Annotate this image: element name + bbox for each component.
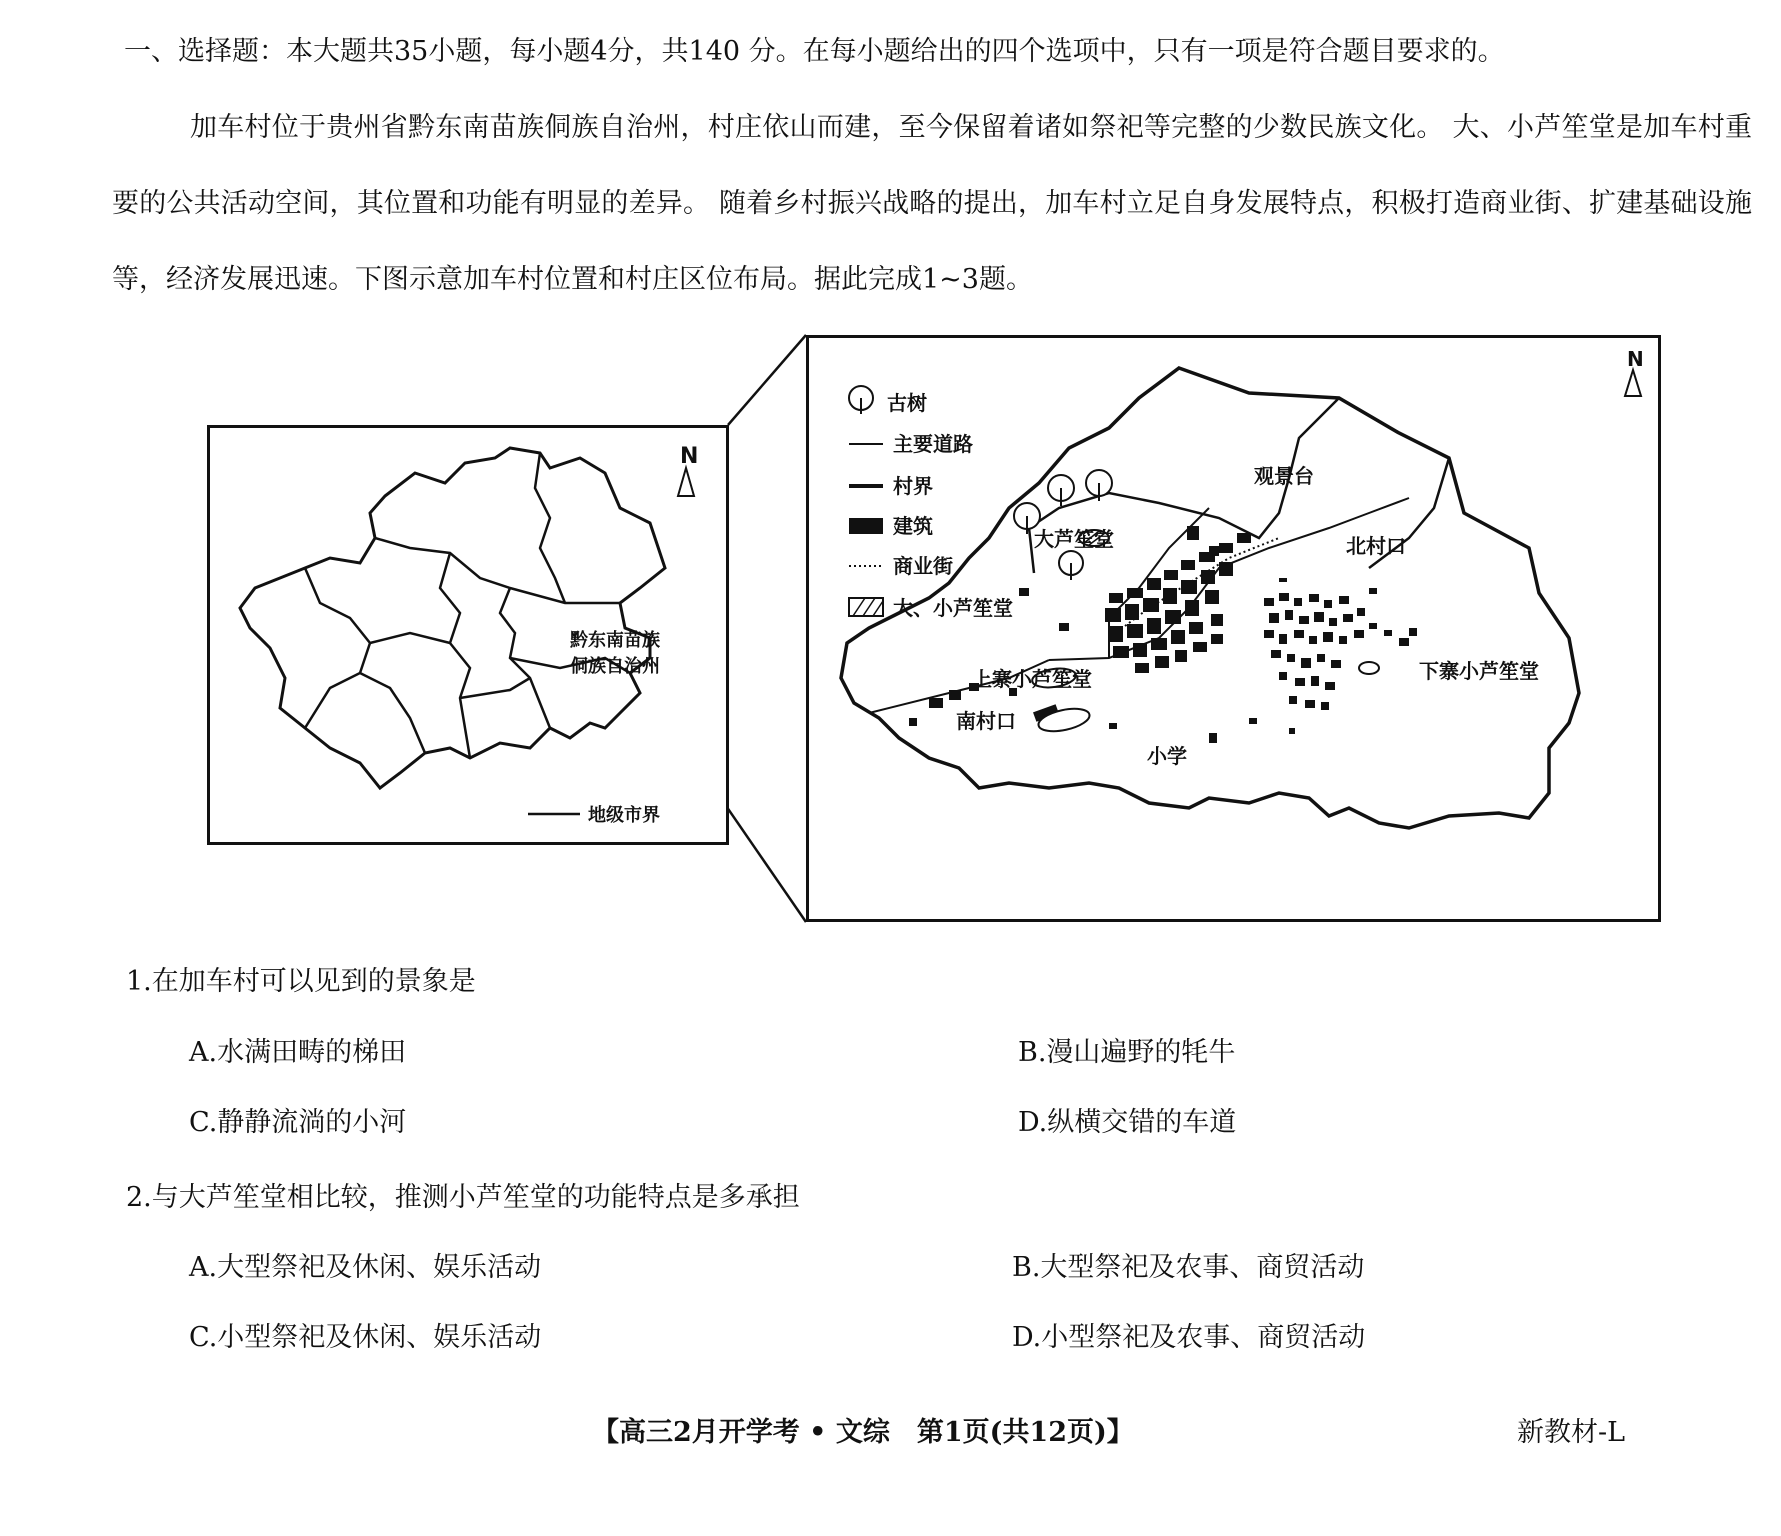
- question-2-option-c[interactable]: C.小型祭祀及休闲、娱乐活动: [189, 1322, 542, 1353]
- north-arrow-icon: [678, 468, 694, 496]
- legend-boundary-label: 村界: [893, 474, 933, 498]
- province-map-figure: [210, 428, 726, 842]
- prefecture-boundary: [440, 553, 470, 758]
- prefecture-boundary: [460, 678, 530, 698]
- village-map: [806, 335, 1661, 922]
- tree-icon-group: [1014, 470, 1112, 580]
- building-cluster-west: [1105, 533, 1251, 673]
- tree-icon: [849, 386, 873, 414]
- prefecture-boundary: [535, 453, 565, 603]
- lower-hall-marker: [1359, 662, 1379, 674]
- page-footer: 【高三2月开学考 • 文综 第1页(共12页)】: [592, 1417, 1134, 1448]
- north-letter: N: [680, 444, 699, 469]
- legend-building-label: 建筑: [893, 514, 933, 538]
- question-2-option-d[interactable]: D.小型祭祀及农事、商贸活动: [1012, 1322, 1366, 1353]
- boundary-legend-label: 地级市界: [588, 805, 660, 826]
- label-upper-hall: 上寨小芦笙堂: [972, 667, 1092, 691]
- question-1-stem: 1.在加车村可以见到的景象是: [126, 966, 476, 997]
- tree-icon: [1048, 475, 1074, 506]
- label-south-entrance: 南村口: [956, 709, 1016, 733]
- legend-halls-label: 大、小芦笙堂: [893, 596, 1013, 620]
- label-big-hall: 大芦笙堂: [1034, 527, 1114, 551]
- north-letter: N: [1627, 347, 1644, 371]
- prefecture-boundary: [500, 588, 550, 728]
- prefecture-boundary: [375, 538, 620, 603]
- question-1-option-b[interactable]: B.漫山遍野的牦牛: [1018, 1037, 1236, 1068]
- prefecture-boundary: [370, 633, 450, 643]
- prefecture-boundary: [305, 568, 370, 728]
- tree-icon: [1086, 470, 1112, 501]
- label-observation-deck: 观景台: [1254, 464, 1314, 488]
- question-1-option-a[interactable]: A.水满田畴的梯田: [189, 1037, 407, 1068]
- north-arrow-icon: [1625, 370, 1641, 396]
- label-school: 小学: [1147, 744, 1187, 768]
- village-map-figure: [809, 338, 1658, 919]
- question-2-option-a[interactable]: A.大型祭祀及休闲、娱乐活动: [189, 1252, 542, 1283]
- prefecture-boundary: [360, 673, 425, 753]
- label-lower-hall: 下寨小芦笙堂: [1419, 659, 1539, 683]
- legend-road-label: 主要道路: [893, 432, 973, 456]
- question-1-option-d[interactable]: D.纵横交错的车道: [1018, 1107, 1237, 1138]
- region-label-line1: 黔东南苗族: [570, 630, 660, 651]
- section-heading: 一、选择题：本大题共35小题，每小题4分，共140 分。在每小题给出的四个选项中，只有一项是符合题目要求的。: [124, 36, 1505, 67]
- intro-paragraph: 加车村位于贵州省黔东南苗族侗族自治州，村庄依山而建，至今保留着诸如祭祀等完整的少数民族文化。 大、小芦笙堂是加车村重要的公共活动空间，其位置和功能有明显的差异。 随着乡村振兴战略的提出，加车村立足自身发展特点，积极打造商业街、扩建基础设施等，经济发展迅速。下图示意加车村位置和村庄区位布局。据此完成1~3题。: [112, 112, 1752, 295]
- region-label-line2: 侗族自治州: [570, 656, 660, 677]
- question-2-stem: 2.与大芦笙堂相比较，推测小芦笙堂的功能特点是多承担: [126, 1182, 800, 1213]
- question-2-option-b[interactable]: B.大型祭祀及农事、商贸活动: [1012, 1252, 1365, 1283]
- legend-tree-label: 古树: [887, 391, 927, 415]
- tree-icon: [1059, 551, 1083, 580]
- province-outline: [240, 448, 665, 788]
- building-cluster-east: [1264, 578, 1417, 710]
- question-1-option-c[interactable]: C.静静流淌的小河: [189, 1107, 407, 1138]
- map-legend: [849, 386, 1013, 620]
- legend-street-label: 商业街: [893, 554, 953, 578]
- label-north-entrance: 北村口: [1346, 534, 1406, 558]
- legend-building-symbol: [849, 518, 883, 534]
- province-map: [207, 425, 729, 845]
- edition-tag: 新教材-L: [1517, 1417, 1626, 1448]
